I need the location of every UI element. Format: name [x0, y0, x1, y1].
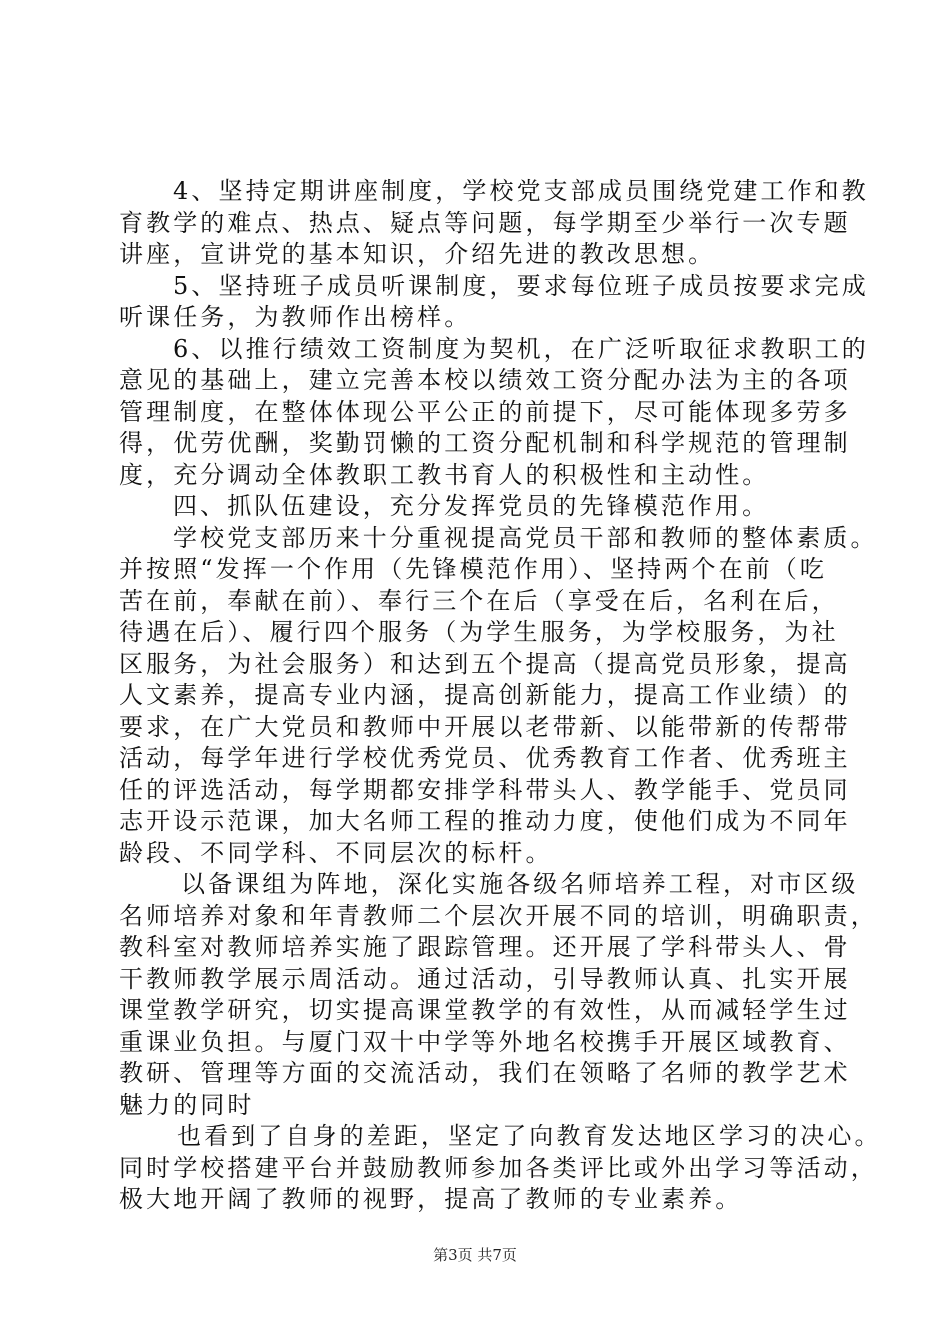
paragraph-line: 名师培养对象和年青教师二个层次开展不同的培训，明确职责，: [119, 901, 878, 930]
paragraph-line: 5、坚持班子成员听课制度，要求每位班子成员按要求完成: [173, 271, 869, 300]
paragraph-line: 听课任务，为教师作出榜样。: [119, 303, 472, 331]
paragraph-line: 干教师教学展示周活动。通过活动，引导教师认真、扎实开展: [119, 964, 851, 993]
paragraph-line: 4、坚持定期讲座制度，学校党支部成员围绕党建工作和教: [173, 177, 869, 205]
paragraph-line: 6、以推行绩效工资制度为契机，在广泛听取征求教职工的: [173, 334, 869, 363]
paragraph-line: 得，优劳优酬，奖勤罚懒的工资分配机制和科学规范的管理制: [119, 429, 851, 457]
paragraph-line: 同时学校搭建平台并鼓励教师参加各类评比或外出学习等活动，: [119, 1153, 878, 1182]
paragraph-line: 待遇在后）、履行四个服务（为学生服务，为学校服务，为社: [119, 618, 839, 646]
paragraph-line: 极大地开阔了教师的视野，提高了教师的专业素养。: [119, 1185, 743, 1213]
paragraph-line: 也看到了自身的差距，坚定了向教育发达地区学习的决心。: [177, 1122, 882, 1150]
page-number-footer: 第3页 共7页: [433, 1246, 517, 1264]
paragraph-line: 意见的基础上，建立完善本校以绩效工资分配办法为主的各项: [119, 366, 851, 394]
paragraph-line: 度，充分调动全体教职工教书育人的积极性和主动性。: [119, 460, 770, 489]
paragraph-line: 人文素养，提高专业内涵，提高创新能力，提高工作业绩）的: [119, 681, 851, 709]
section-heading: 四、抓队伍建设，充分发挥党员的先锋模范作用。: [173, 492, 770, 520]
paragraph-line: 教科室对教师培养实施了跟踪管理。还开展了学科带头人、骨: [119, 933, 851, 961]
paragraph-line: 教研、管理等方面的交流活动，我们在领略了名师的教学艺术: [119, 1059, 851, 1087]
paragraph-line: 重课业负担。与厦门双十中学等外地名校携手开展区域教育、: [119, 1027, 851, 1056]
paragraph-line: 魅力的同时: [119, 1090, 255, 1119]
paragraph-line: 活动，每学年进行学校优秀党员、优秀教育工作者、优秀班主: [119, 744, 851, 772]
paragraph-line: 育教学的难点、热点、疑点等问题，每学期至少举行一次专题: [119, 208, 851, 237]
paragraph-line: 志开设示范课，加大名师工程的推动力度，使他们成为不同年: [119, 807, 851, 835]
paragraph-line: 任的评选活动，每学期都安排学科带头人、教学能手、党员同: [119, 775, 851, 804]
paragraph-line: 龄段、不同学科、不同层次的标杆。: [119, 838, 553, 867]
paragraph-line: 学校党支部历来十分重视提高党员干部和教师的整体素质。: [173, 523, 878, 552]
paragraph-line: 苦在前，奉献在前）、奉行三个在后（享受在后，名利在后，: [119, 586, 839, 615]
paragraph-line: 讲座，宣讲党的基本知识，介绍先进的教改思想。: [119, 240, 716, 268]
paragraph-line: 要求，在广大党员和教师中开展以老带新、以能带新的传帮带: [119, 712, 851, 741]
paragraph-line: 以备课组为阵地，深化实施各级名师培养工程，对市区级: [181, 870, 859, 898]
paragraph-line: 课堂教学研究，切实提高课堂教学的有效性，从而减轻学生过: [119, 996, 851, 1024]
document-body: [119, 176, 882, 1216]
paragraph-line: 区服务，为社会服务）和达到五个提高（提高党员形象，提高: [119, 649, 851, 678]
paragraph-line: 并按照“发挥一个作用（先锋模范作用）、坚持两个在前（吃: [119, 555, 827, 583]
paragraph-line: 管理制度，在整体体现公平公正的前提下，尽可能体现多劳多: [119, 397, 851, 426]
